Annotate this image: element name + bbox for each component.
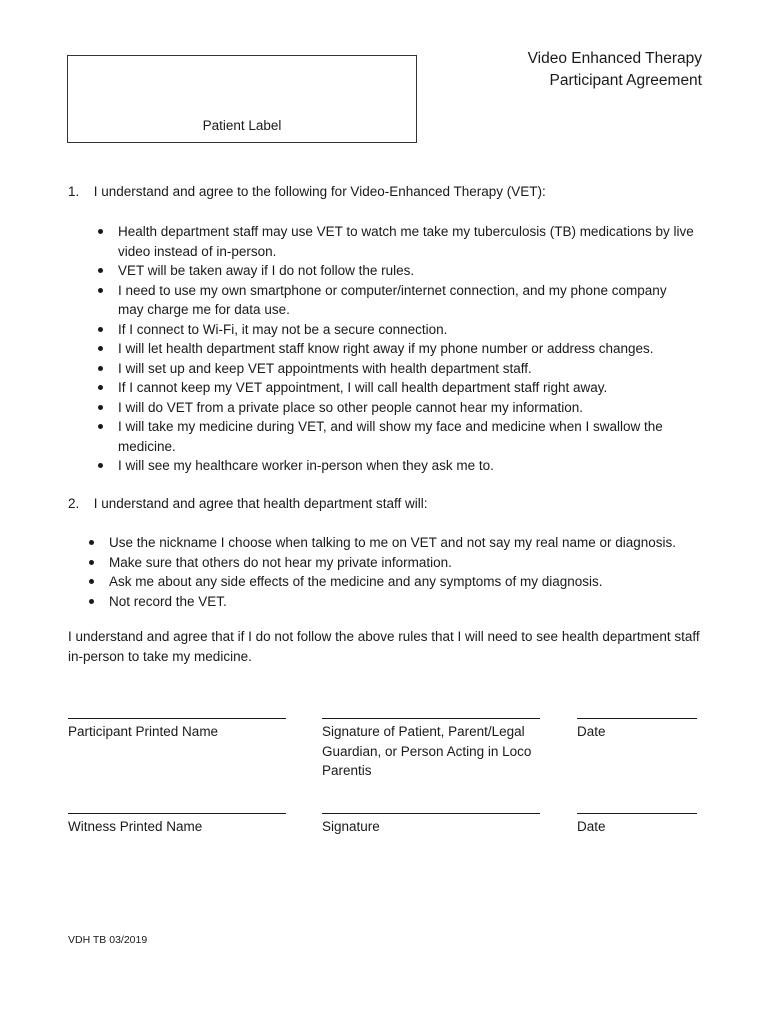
list-item: Health department staff may use VET to watch me take my tuberculosis (TB) medications by live video instead of in-person. <box>94 222 694 261</box>
list-item: If I connect to Wi-Fi, it may not be a secure connection. <box>94 320 694 340</box>
patient-signature-line[interactable] <box>322 718 540 719</box>
patient-label-text: Patient Label <box>202 118 282 133</box>
title-line-1: Video Enhanced Therapy <box>527 50 702 67</box>
section-1-number: 1. <box>68 184 80 199</box>
date-label-2: Date <box>577 819 606 834</box>
section-1-list <box>94 222 694 476</box>
patient-label-box <box>67 55 417 143</box>
witness-name-line[interactable] <box>68 813 286 814</box>
date-line-1[interactable] <box>577 718 697 719</box>
section-2-list <box>85 533 705 611</box>
list-item: I need to use my own smartphone or computer/internet connection, and my phone company may charge me for data use. <box>94 281 694 320</box>
patient-signature-label: Signature of Patient, Parent/Legal Guardian, or Person Acting in Loco Parentis <box>322 724 532 778</box>
section-2-heading-text: I understand and agree that health department staff will: <box>93 496 428 511</box>
list-item: I will let health department staff know right away if my phone number or address changes. <box>94 339 694 359</box>
list-item: Use the nickname I choose when talking to me on VET and not say my real name or diagnosis. <box>85 533 705 553</box>
date-line-2[interactable] <box>577 813 697 814</box>
list-item: VET will be taken away if I do not follow the rules. <box>94 261 694 281</box>
section-1-heading-text: I understand and agree to the following for Video-Enhanced Therapy (VET): <box>93 184 546 199</box>
list-item: Not record the VET. <box>85 592 705 612</box>
section-2-heading <box>68 494 427 514</box>
section-2-number: 2. <box>68 496 80 511</box>
list-item: I will do VET from a private place so other people cannot hear my information. <box>94 398 694 418</box>
form-code: VDH TB 03/2019 <box>68 934 148 946</box>
page-title <box>528 48 702 92</box>
list-item: I will set up and keep VET appointments with health department staff. <box>94 359 694 379</box>
section-1-heading <box>68 182 546 202</box>
participant-name-line[interactable] <box>68 718 286 719</box>
list-item: Make sure that others do not hear my private information. <box>85 553 705 573</box>
title-line-2: Participant Agreement <box>549 72 702 89</box>
witness-name-label: Witness Printed Name <box>68 819 203 834</box>
list-item: Ask me about any side effects of the medicine and any symptoms of my diagnosis. <box>85 572 705 592</box>
witness-signature-line[interactable] <box>322 813 540 814</box>
list-item: If I cannot keep my VET appointment, I will call health department staff right away. <box>94 378 694 398</box>
participant-name-label: Participant Printed Name <box>68 724 219 739</box>
list-item: I will take my medicine during VET, and will show my face and medicine when I swallow the medicine. <box>94 417 694 456</box>
list-item: I will see my healthcare worker in-person when they ask me to. <box>94 456 694 476</box>
date-label-1: Date <box>577 724 606 739</box>
witness-signature-label: Signature <box>322 819 380 834</box>
closing-paragraph: I understand and agree that if I do not follow the above rules that I will need to see health department staff in-person to take my medicine. <box>68 629 700 664</box>
